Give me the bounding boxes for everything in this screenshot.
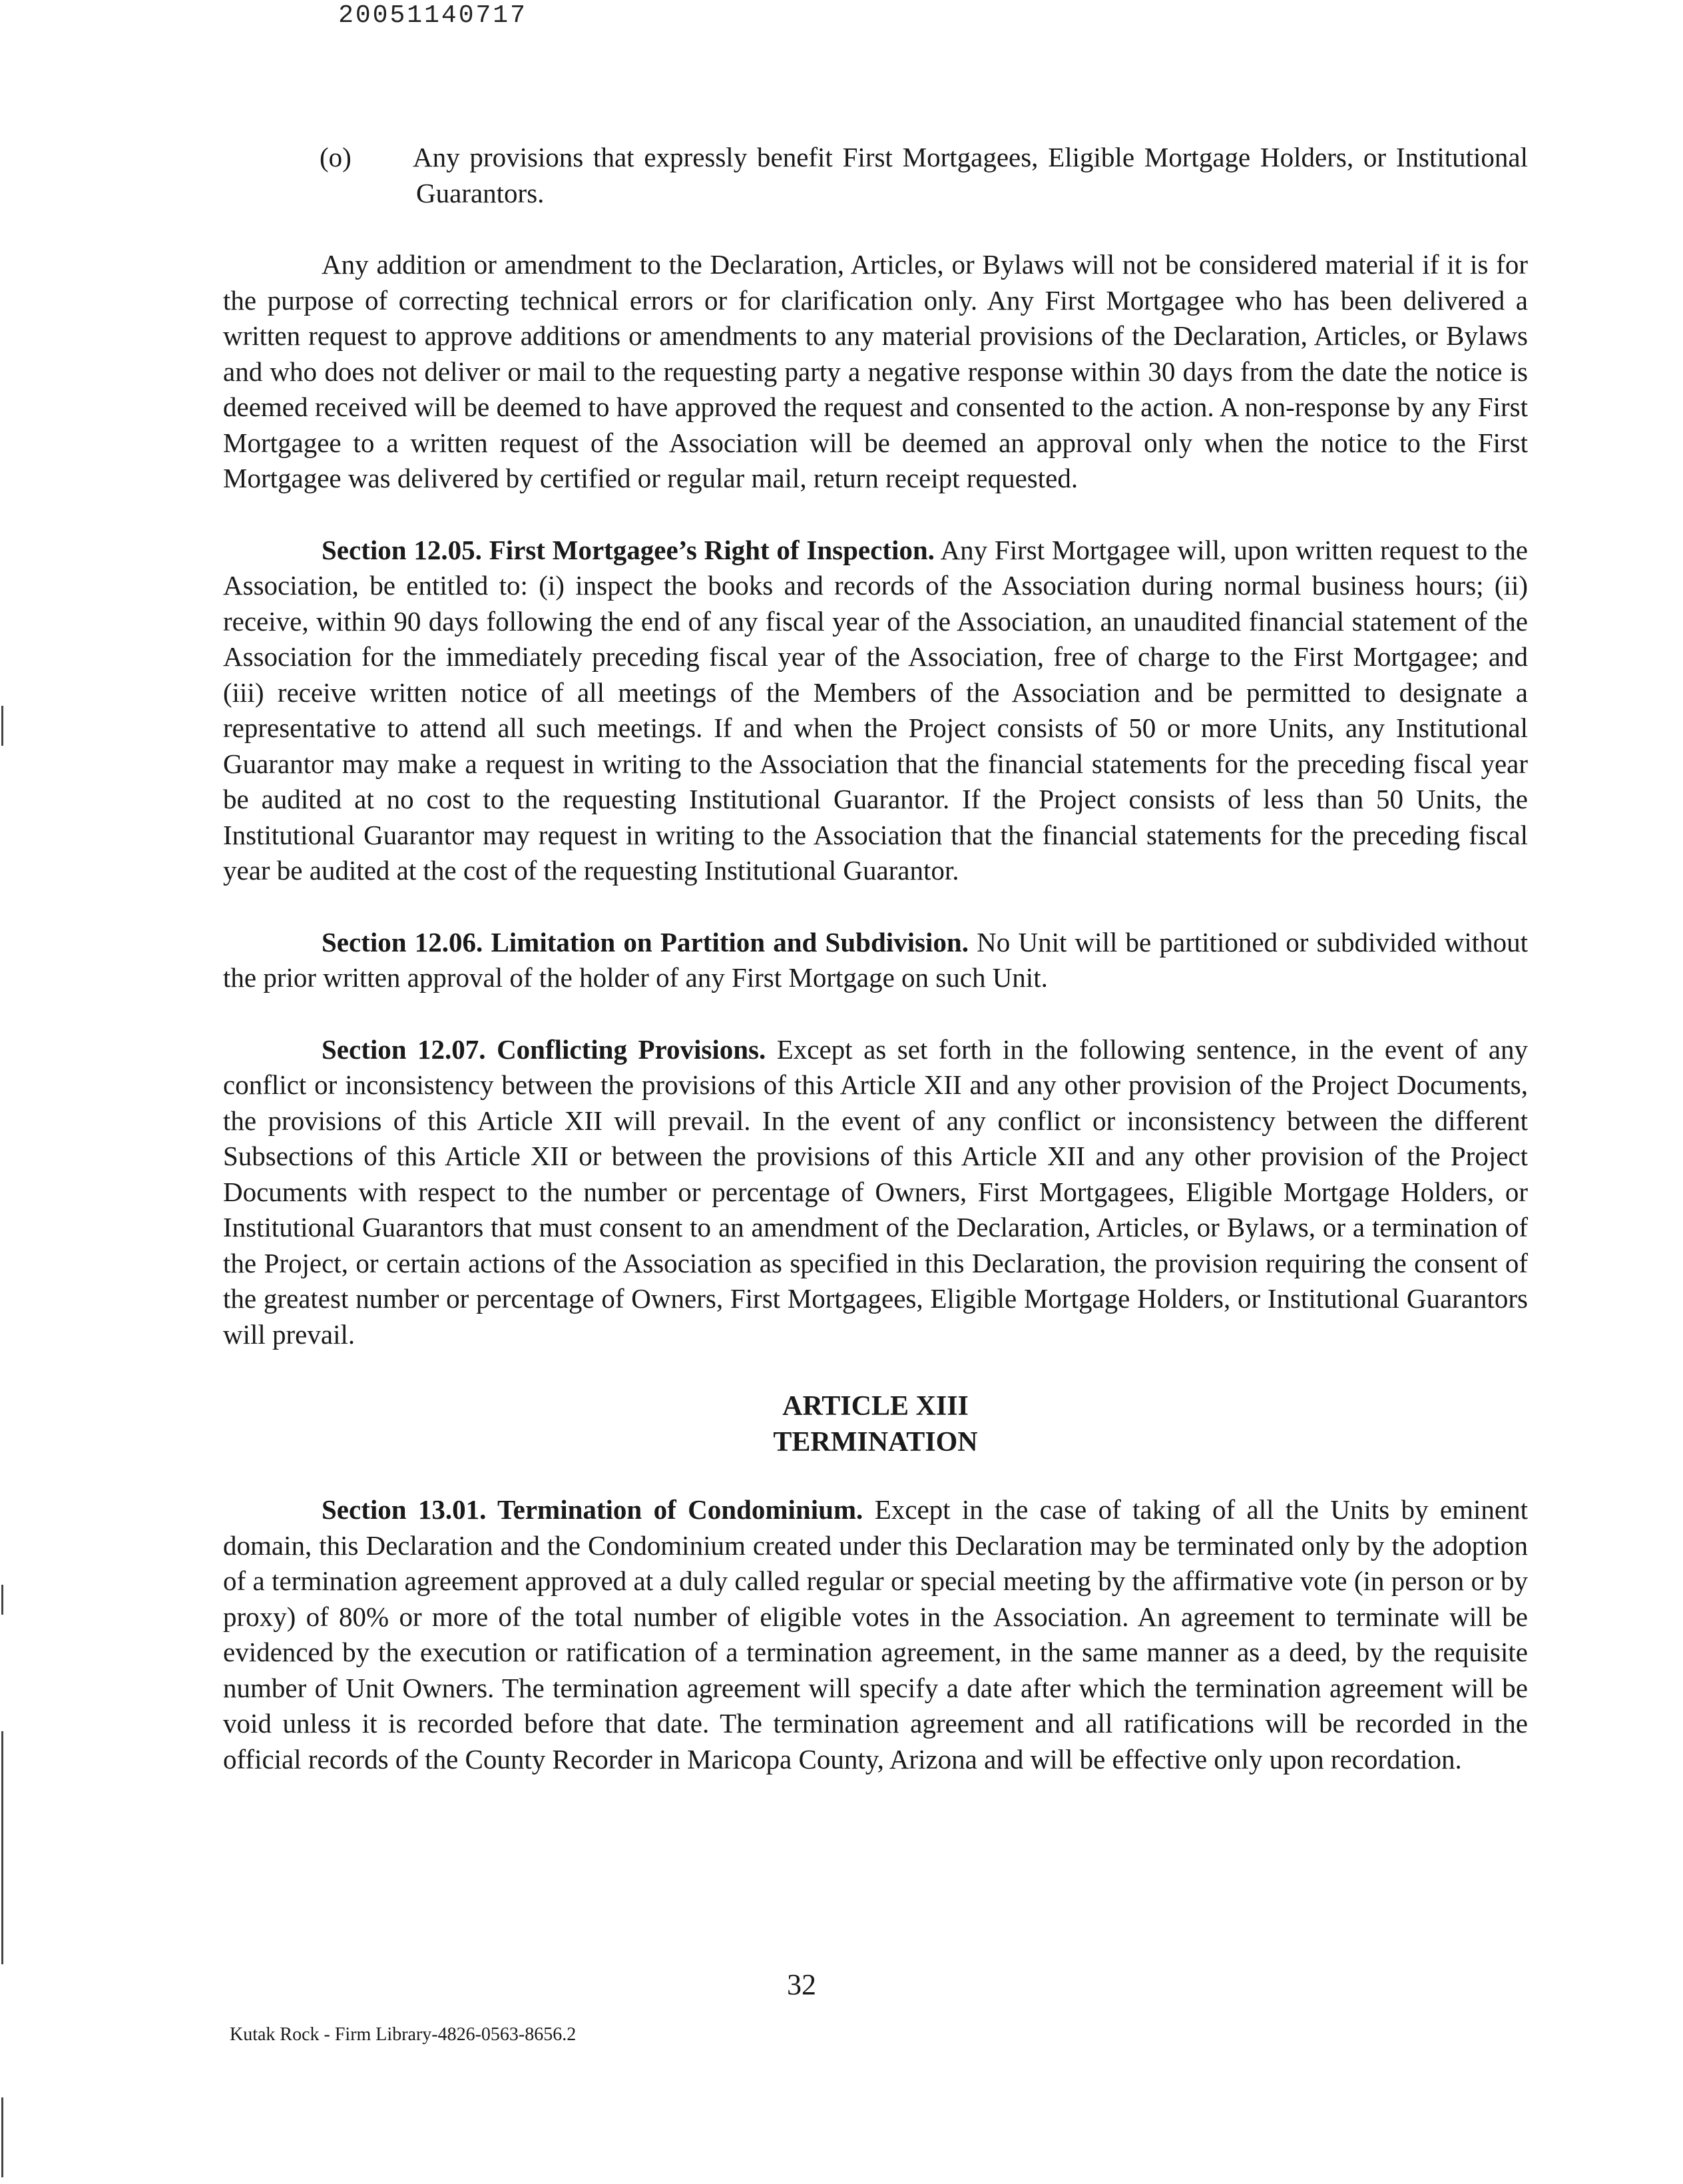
- scan-margin-mark: [1, 1731, 3, 1964]
- section-text: Except in the case of taking of all the Units by eminent domain, this Declaration and the Condominium created under this Declaration may be terminated only by the adoption of a termination agreement approved at a duly called regular or special meeting by the affirmative vote (in person or by proxy) of 80% or more of the total number of eligible votes in the Association. An agreement to terminate will be evidenced by the execution or ratification of a termination agreement, in the same manner as a deed, by the requisite number of Unit Owners. The termination agreement will specify a date after which the termination agreement will be void unless it is recorded before that date. The termination agreement and all ratifications will be recorded in the official records of the County Recorder in Maricopa County, Arizona and will be effective only upon recordation.: [223, 1494, 1529, 1774]
- document-number: 20051140717: [338, 1, 527, 30]
- article-title: TERMINATION: [773, 1427, 978, 1458]
- list-marker: (o): [320, 142, 352, 172]
- scan-margin-mark: [1, 1585, 3, 1615]
- list-item-o: [223, 140, 1528, 211]
- list-item-text: Any provisions that expressly benefit First Mortgagees, Eligible Mortgage Holders, or Institutional Guarantors.: [413, 142, 1528, 208]
- amendment-paragraph: Any addition or amendment to the Declaration, Articles, or Bylaws will not be considered material if it is for the purpose of correcting technical errors or for clarification only. Any First Mortgagee who has been delivered a written request to approve additions or amendments to any material provisions of the Declaration, Articles, or Bylaws and who does not deliver or mail to the requesting party a negative response within 30 days from the date the notice is deemed received will be deemed to have approved the request and consented to the action. A non-response by any First Mortgagee to a written request of the Association will be deemed an approval only when the notice to the First Mortgagee was delivered by certified or regular mail, return receipt requested.: [223, 249, 1528, 493]
- footer-library-id: Kutak Rock - Firm Library-4826-0563-8656.2: [230, 2024, 577, 2045]
- scan-margin-mark: [1, 706, 3, 746]
- section-text: Except as set forth in the following sentence, in the event of any conflict or inconsistency between the provisions of this Article XII and any other provision of the Project Documents, the provisions of this Article XII will prevail. In the event of any conflict or inconsistency between the different Subsections of this Article XII or between the provisions of this Article XII and any other provision of the Project Documents with respect to the number or percentage of Owners, First Mortgagees, Eligible Mortgage Holders, or Institutional Guarantors that must consent to an amendment of the Declaration, Articles, or Bylaws, or a termination of the Project, or certain actions of the Association as specified in this Declaration, the provision requiring the consent of the greatest number or percentage of Owners, First Mortgagees, Eligible Mortgage Holders, or Institutional Guarantors will prevail.: [223, 1033, 1528, 1350]
- scan-margin-mark: [1, 2097, 3, 2177]
- section-text: Any First Mortgagee will, upon written request to the Association, be entitled to: (i) inspect the books and records of the Association during normal business hours; (ii) receive, within 90 days following the end of any fiscal year of the Association, an unaudited financial statement of the Association for the immediately preceding fiscal year of the Association, free of charge to the First Mortgagee; and (iii) receive written notice of all meetings of the Members of the Association and be permitted to designate a representative to attend all such meetings. If and when the Project consists of 50 or more Units, any Institutional Guarantor may make a request in writing to the Association that the financial statements for the preceding fiscal year be audited at no cost to the requesting Institutional Guarantor. If the Project consists of less than 50 Units, the Institutional Guarantor may request in writing to the Association that the financial statements for the preceding fiscal year be audited at the cost of the requesting Institutional Guarantor.: [223, 534, 1529, 886]
- article-heading: [223, 1388, 1528, 1460]
- page-number: 32: [787, 1968, 816, 2001]
- section-heading: Section 12.06. Limitation on Partition and Subdivision.: [322, 926, 969, 957]
- document-body: [223, 140, 1528, 1813]
- section-heading: Section 12.07. Conflicting Provisions.: [322, 1033, 766, 1065]
- section-12-05: [223, 533, 1528, 889]
- section-heading: Section 13.01. Termination of Condominium.: [322, 1494, 863, 1525]
- article-number: ARTICLE XIII: [782, 1391, 969, 1422]
- section-heading: Section 12.05. First Mortgagee’s Right of Inspection.: [322, 534, 935, 565]
- section-text: No Unit will be partitioned or subdivided without the prior written approval of the holder of any First Mortgage on such Unit.: [223, 926, 1529, 993]
- section-12-06: [223, 925, 1528, 996]
- section-12-07: [223, 1032, 1528, 1353]
- section-13-01: [223, 1492, 1528, 1777]
